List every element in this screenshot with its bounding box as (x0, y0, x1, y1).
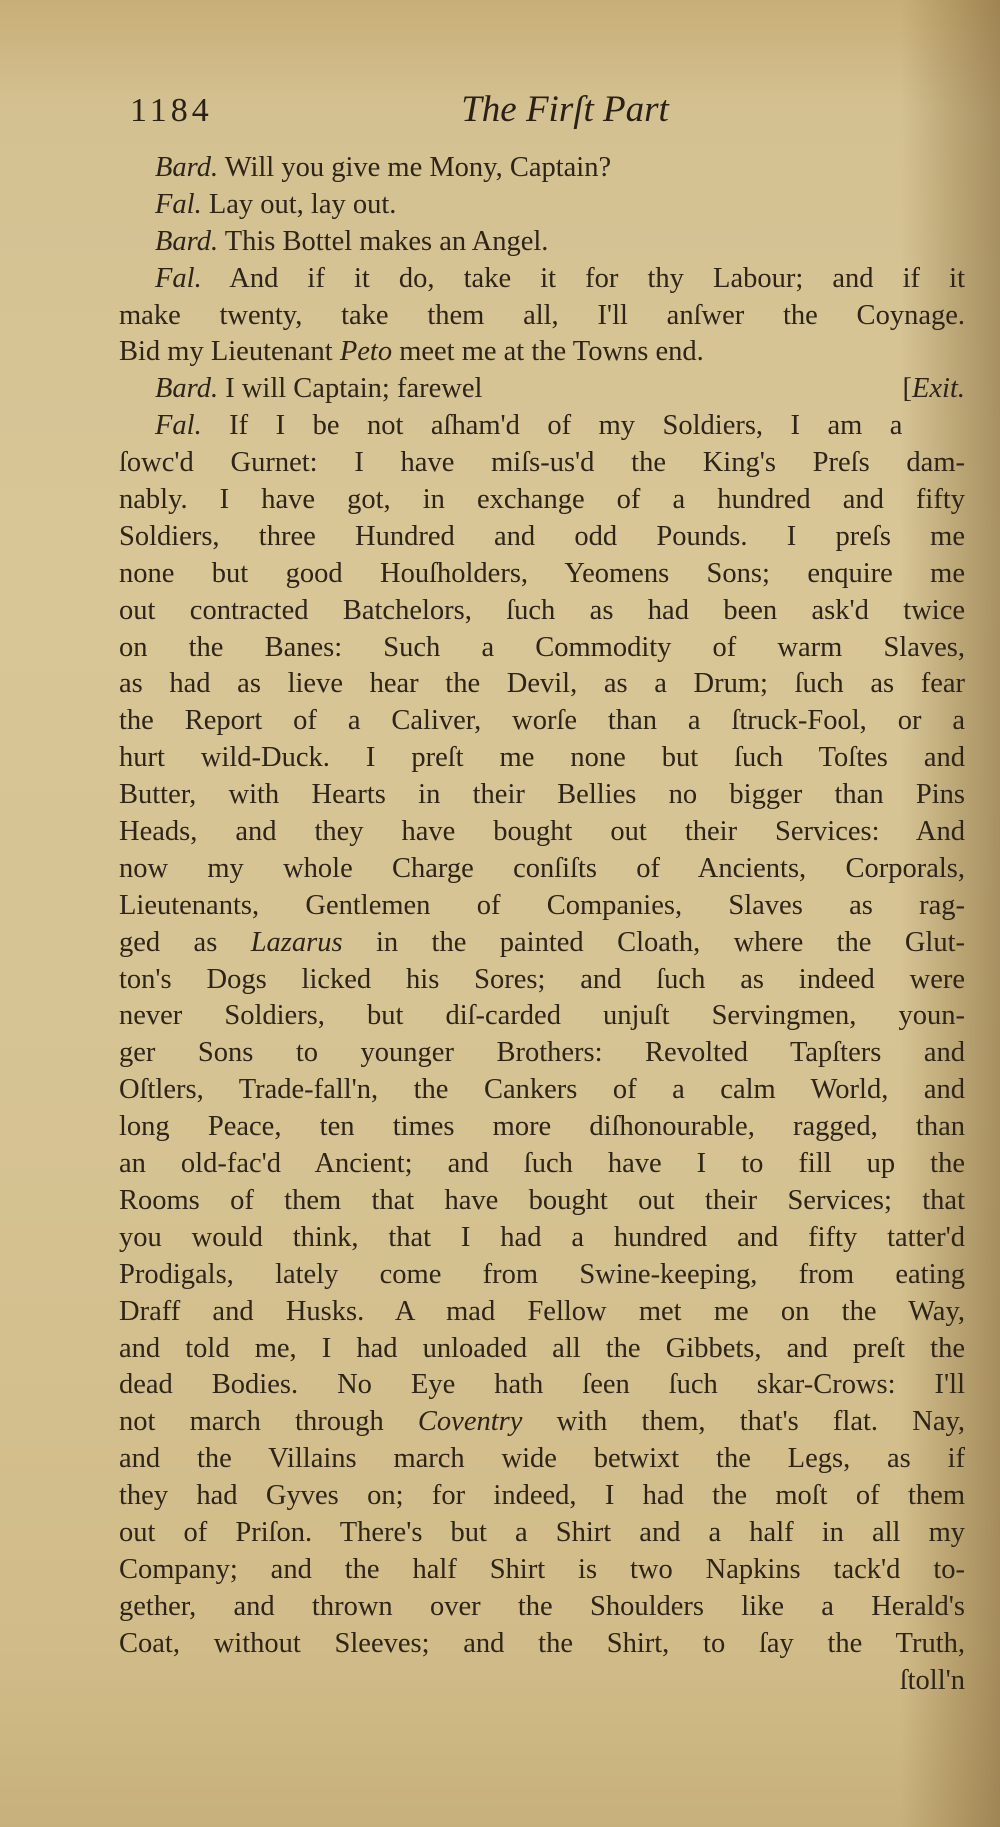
line-text: not march through (119, 1406, 418, 1438)
line-text: Lieutenants, Gentlemen of Companies, Slaves as rag- (119, 889, 965, 921)
text-line (119, 593, 965, 630)
stage-direction-text: Exit. (911, 373, 965, 405)
speaker-name: Fal. (155, 188, 202, 220)
line-text: ton's Dogs licked his Sores; and ſuch as indeed were (119, 963, 965, 995)
line-text: none but good Houſholders, Yeomens Sons; enquire me (119, 557, 965, 589)
speech-line (119, 224, 965, 261)
text-line (119, 482, 965, 519)
line-text: ſowc'd Gurnet: I have miſs-us'd the King's Preſs dam- (119, 447, 965, 479)
text-line (119, 1035, 965, 1072)
text-line (119, 556, 965, 593)
text-line (119, 1072, 965, 1109)
text-line (119, 998, 965, 1035)
speaker-name: Fal. (155, 410, 202, 442)
text-line (119, 740, 965, 777)
italic-name: Lazarus (250, 926, 343, 958)
line-text: in the painted Cloath, where the Glut- (342, 926, 966, 958)
line-text: Heads, and they have bought out their Services: And (119, 816, 965, 848)
line-text: gether, and thrown over the Shoulders like a Herald's (119, 1590, 965, 1622)
line-text: meet me at the Towns end. (392, 336, 704, 368)
page-number: 1184 (130, 92, 213, 129)
line-text: nably. I have got, in exchange of a hundred and fifty (119, 484, 965, 516)
italic-name: Coventry (417, 1406, 523, 1438)
text-line (119, 888, 965, 925)
line-text: Coat, without Sleeves; and the Shirt, to ſay the Truth, (119, 1627, 965, 1659)
line-text: I will Captain; farewel (218, 373, 483, 405)
catchword: ſtoll'n (899, 1664, 965, 1696)
text-line (119, 1146, 965, 1183)
italic-name: Peto (339, 336, 393, 368)
speaker-name: Bard. (155, 152, 219, 183)
text-line (119, 1626, 965, 1663)
text-line (119, 777, 965, 814)
line-text: out contracted Batchelors, ſuch as had been ask'd twice (119, 594, 965, 626)
line-text: This Bottel makes an Angel. (218, 225, 549, 257)
line-text: the Report of a Caliver, worſe than a ſtruck-Fool, or a (119, 705, 965, 737)
line-text: And if it do, take it for thy Labour; and if it (201, 262, 965, 294)
text-line (119, 1404, 965, 1441)
text-line (119, 851, 965, 888)
line-text: you would think, that I had a hundred and fifty tatter'd (119, 1221, 965, 1253)
text-line (119, 298, 965, 335)
line-text: with them, that's flat. Nay, (522, 1406, 965, 1438)
text-line (119, 1441, 965, 1478)
line-text: Bid my Lieutenant (119, 336, 340, 368)
text-line (119, 962, 965, 999)
text-line (119, 1183, 965, 1220)
text-line (119, 445, 965, 482)
speaker-name: Bard. (155, 373, 219, 405)
line-text: Oſtlers, Trade-fall'n, the Cankers of a calm World, and (119, 1074, 965, 1106)
text-line (119, 1552, 965, 1589)
line-text: Company; and the half Shirt is two Napkins tack'd to- (119, 1553, 965, 1585)
line-text: Lay out, lay out. (201, 188, 397, 220)
text-line (119, 1294, 965, 1331)
line-text: on the Banes: Such a Commodity of warm Slaves, (119, 631, 965, 663)
text-line (119, 1109, 965, 1146)
text-line (119, 814, 965, 851)
text-line (119, 519, 965, 556)
text-line (119, 1257, 965, 1294)
page-header (130, 88, 960, 138)
speech-line (119, 150, 965, 187)
line-text: Draff and Husks. A mad Fellow met me on the Way, (119, 1295, 965, 1327)
line-text: Soldiers, three Hundred and odd Pounds. I preſs me (119, 520, 965, 552)
line-text: as had as lieve hear the Devil, as a Drum; ſuch as fear (119, 668, 965, 700)
line-text: Will you give me Mony, Captain? (218, 152, 612, 183)
text-line (119, 925, 965, 962)
text-line (119, 334, 965, 371)
speech-line (119, 371, 965, 408)
text-line (119, 1478, 965, 1515)
text-line (119, 630, 965, 667)
text-line (119, 1220, 965, 1257)
speaker-name: Fal. (155, 262, 202, 294)
play-text (119, 150, 965, 1699)
speech-line (119, 408, 965, 445)
speech-line (119, 261, 965, 298)
text-line (119, 1331, 965, 1368)
line-text: Rooms of them that have bought out their Services; that (119, 1184, 965, 1216)
text-line (119, 1515, 965, 1552)
line-text: ged as (119, 926, 251, 958)
text-line (119, 666, 965, 703)
line-text: hurt wild-Duck. I preſt me none but ſuch Toſtes and (119, 742, 965, 774)
running-title: The Firſt Part (461, 89, 669, 130)
stage-direction: [Exit. (902, 373, 965, 405)
line-text: never Soldiers, but diſ-carded unjuſt Servingmen, youn- (119, 1000, 965, 1032)
line-text: and told me, I had unloaded all the Gibbets, and preſt the (119, 1332, 965, 1364)
speech-line (119, 187, 965, 224)
line-text: dead Bodies. No Eye hath ſeen ſuch skar-Crows: I'll (119, 1369, 965, 1401)
line-text: Butter, with Hearts in their Bellies no bigger than Pins (119, 779, 965, 811)
line-text: now my whole Charge conſiſts of Ancients, Corporals, (119, 852, 965, 884)
line-text: an old-fac'd Ancient; and ſuch have I to fill up the (119, 1148, 965, 1180)
line-text: Prodigals, lately come from Swine-keeping, from eating (119, 1258, 965, 1290)
speaker-name: Bard. (155, 225, 219, 257)
line-text: they had Gyves on; for indeed, I had the moſt of them (119, 1480, 965, 1512)
line-text: long Peace, ten times more diſhonourable, ragged, than (119, 1111, 965, 1143)
text-line (119, 1589, 965, 1626)
text-line (119, 1367, 965, 1404)
text-line (119, 703, 965, 740)
line-text: make twenty, take them all, I'll anſwer the Coynage. (119, 299, 965, 331)
line-text: If I be not aſham'd of my Soldiers, I am a (201, 410, 903, 442)
line-text: ger Sons to younger Brothers: Revolted Tapſters and (119, 1037, 965, 1069)
line-text: and the Villains march wide betwixt the Legs, as if (119, 1443, 965, 1475)
line-text: out of Priſon. There's but a Shirt and a half in all my (119, 1516, 965, 1548)
